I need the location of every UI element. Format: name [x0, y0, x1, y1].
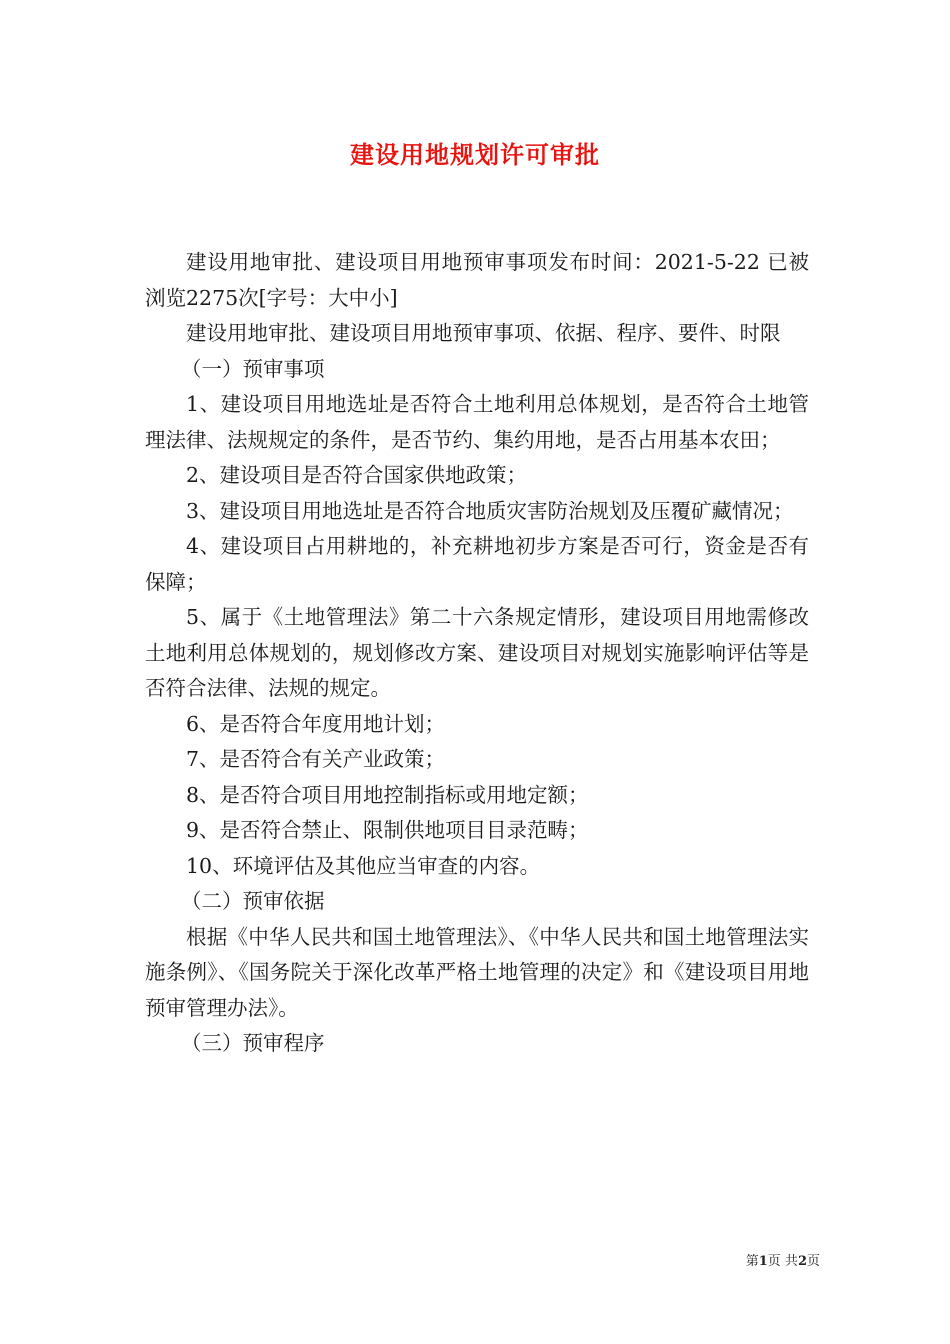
- footer-total-pages: 2: [797, 1254, 807, 1269]
- page-footer: [0, 1250, 820, 1269]
- list-item: 7、是否符合有关产业政策；: [186, 747, 446, 771]
- list-item: 2、建设项目是否符合国家供地政策；: [186, 463, 528, 487]
- footer-current-page: 1: [758, 1254, 768, 1269]
- list-item: 3、建设项目用地选址是否符合地质灾害防治规划及压覆矿藏情况；: [186, 498, 794, 523]
- list-item: 6、是否符合年度用地计划；: [186, 711, 446, 736]
- paragraph-publish-info: 建设用地审批、建设项目用地预审事项发布时间：2021-5-22 已被浏览2275次[字号：大中小]: [145, 250, 809, 310]
- list-item: 9、是否符合禁止、限制供地项目目录范畴；: [186, 818, 589, 842]
- list-item: 4、建设项目占用耕地的，补充耕地初步方案是否可行，资金是否有保障；: [145, 534, 809, 594]
- section-heading-review-basis: （二）预审依据: [181, 889, 325, 913]
- list-item: 5、属于《土地管理法》第二十六条规定情形，建设项目用地需修改土地利用总体规划的，规划修改方案、建设项目对规划实施影响评估等是否符合法律、法规的规定。: [145, 605, 809, 700]
- section-heading-review-procedure: （三）预审程序: [181, 1031, 325, 1055]
- footer-middle: 页 共: [767, 1254, 798, 1269]
- paragraph-review-basis: 根据《中华人民共和国土地管理法》、《中华人民共和国土地管理法实施条例》、《国务院关于深化改革严格土地管理的决定》和《建设项目用地预审管理办法》。: [145, 924, 809, 1020]
- list-item: 1、建设项目用地选址是否符合土地利用总体规划，是否符合土地管理法律、法规规定的条件，是否节约、集约用地，是否占用基本农田；: [145, 392, 809, 452]
- document-body: [145, 245, 809, 1062]
- footer-suffix: 页: [806, 1254, 820, 1269]
- list-item: 10、环境评估及其他应当审查的内容。: [186, 853, 541, 878]
- list-item: 8、是否符合项目用地控制指标或用地定额；: [186, 782, 589, 807]
- section-heading-review-items: （一）预审事项: [181, 356, 325, 381]
- footer-prefix: 第: [745, 1254, 759, 1269]
- document-title: 建设用地规划许可审批: [350, 140, 600, 169]
- paragraph-heading-summary: 建设用地审批、建设项目用地预审事项、依据、程序、要件、时限: [186, 321, 781, 345]
